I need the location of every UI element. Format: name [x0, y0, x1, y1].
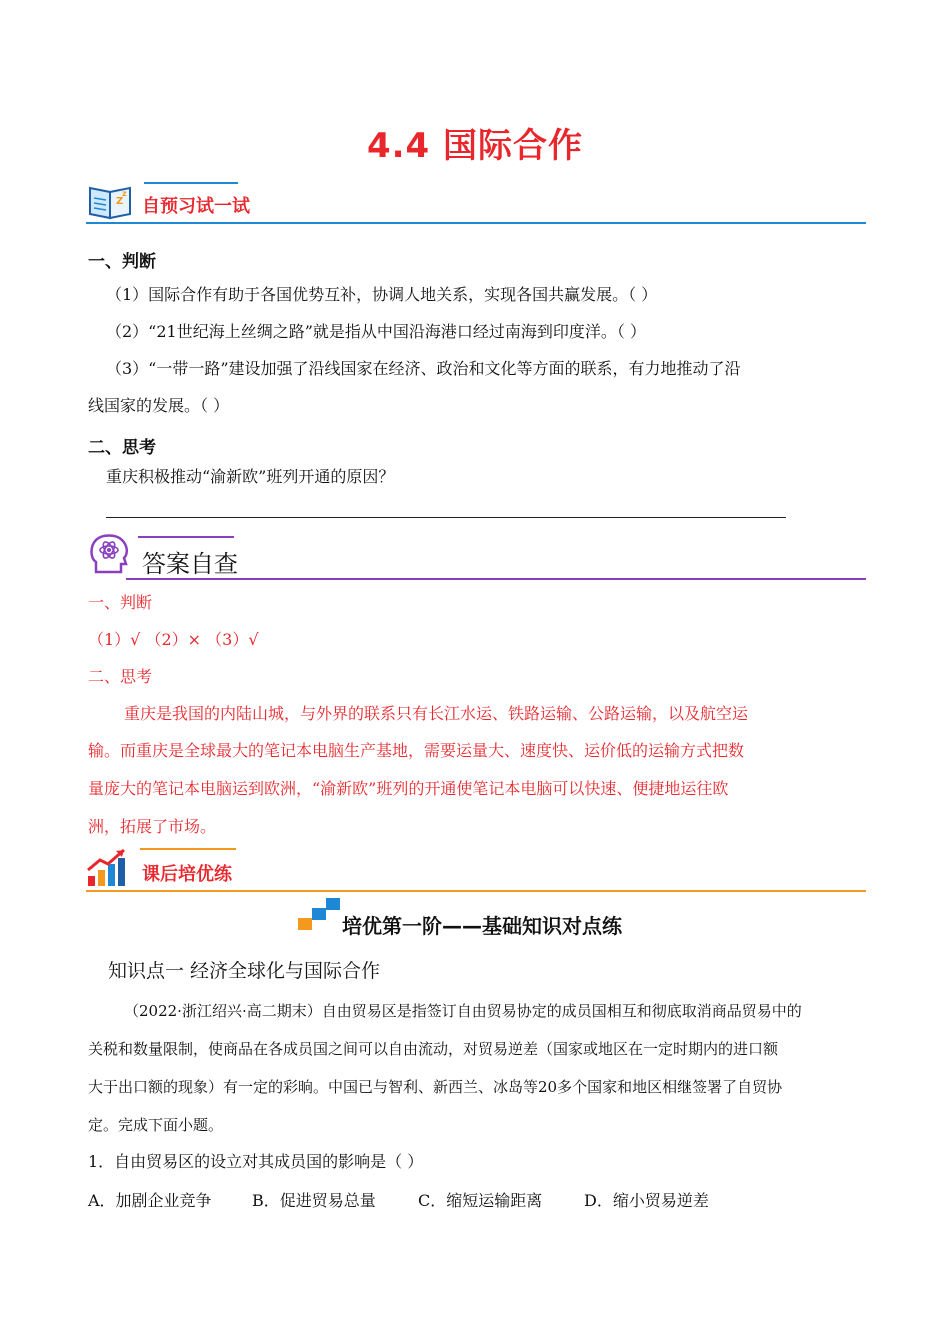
material-line1: （2022·浙江绍兴·高二期末）自由贸易区是指签订自由贸易协定的成员国相互和彻底取消商品贸易中的	[124, 1002, 802, 1020]
option-d: D．缩小贸易逆差	[584, 1191, 709, 1210]
stairs-icon	[298, 898, 340, 930]
question-2: （2）“21世纪海上丝绸之路”就是指从中国沿海港口经过南海到印度洋。（ ）	[106, 322, 646, 341]
answer-para-line1: 重庆是我国的内陆山城，与外界的联系只有长江水运、铁路运输、公路运输，以及航空运	[124, 704, 749, 723]
judge-heading: 一、判断	[88, 252, 156, 272]
stage-heading: 培优第一阶——基础知识对点练	[342, 914, 622, 938]
question-1: （1）国际合作有助于各国优势互补，协调人地关系，实现各国共赢发展。（ ）	[106, 285, 658, 304]
answer-label: 答案自查	[142, 550, 238, 578]
think-question: 重庆积极推动“渝新欧”班列开通的原因？	[106, 467, 395, 486]
header-accent-line	[140, 848, 236, 850]
answer-think-heading: 二、思考	[88, 667, 153, 686]
material-line4: 定。完成下面小题。	[88, 1116, 224, 1134]
option-b: B．促进贸易总量	[252, 1191, 376, 1210]
section-rule	[86, 890, 866, 892]
answer-para-line3: 量庞大的笔记本电脑运到欧洲，“渝新欧”班列的开通使笔记本电脑可以快速、便捷地运往欧	[88, 779, 729, 798]
answer-judge-heading: 一、判断	[88, 593, 153, 612]
practice-section-header	[86, 846, 866, 892]
answer-judge-results: （1）√ （2）× （3）√	[88, 630, 259, 649]
think-heading: 二、思考	[88, 438, 156, 458]
answer-para-line2: 输。而重庆是全球最大的笔记本电脑生产基地，需要运量大、速度快、运价低的运输方式把数	[88, 741, 745, 760]
page-title: 4.4 国际合作	[366, 126, 584, 166]
answer-para-line4: 洲，拓展了市场。	[88, 817, 217, 836]
answer-section-header	[86, 532, 866, 584]
growth-chart-icon	[86, 848, 130, 888]
preview-section-header	[86, 178, 866, 228]
question-mc-1: 1．自由贸易区的设立对其成员国的影响是（ ）	[88, 1152, 424, 1171]
answer-blank-line	[106, 517, 786, 518]
option-c: C．缩短运输距离	[418, 1191, 543, 1210]
section-rule	[126, 578, 866, 580]
section-rule	[86, 222, 866, 224]
option-a: A．加剧企业竞争	[88, 1191, 212, 1210]
practice-label: 课后培优练	[142, 864, 232, 885]
material-line3: 大于出口额的现象）有一定的彩晌。中国已与智利、新西兰、冰岛等20多个国家和地区相继签署了自贸协	[88, 1078, 783, 1096]
material-line2: 关税和数量限制，使商品在各成员国之间可以自由流动，对贸易逆差（国家或地区在一定时期内的进口额	[88, 1040, 779, 1058]
knowledge-point-heading: 知识点一 经济全球化与国际合作	[108, 960, 381, 982]
question-3-line2: 线国家的发展。（ ）	[88, 396, 230, 415]
svg-text:z: z	[122, 189, 127, 198]
question-3-line1: （3）“一带一路”建设加强了沿线国家在经济、政治和文化等方面的联系，有力地推动了沿	[106, 359, 741, 378]
head-atom-icon	[88, 532, 132, 578]
header-accent-line	[144, 182, 238, 184]
preview-label: 自预习试一试	[142, 196, 250, 217]
svg-text:Z: Z	[116, 196, 124, 207]
open-book-icon	[86, 178, 138, 222]
header-accent-line	[138, 536, 234, 538]
